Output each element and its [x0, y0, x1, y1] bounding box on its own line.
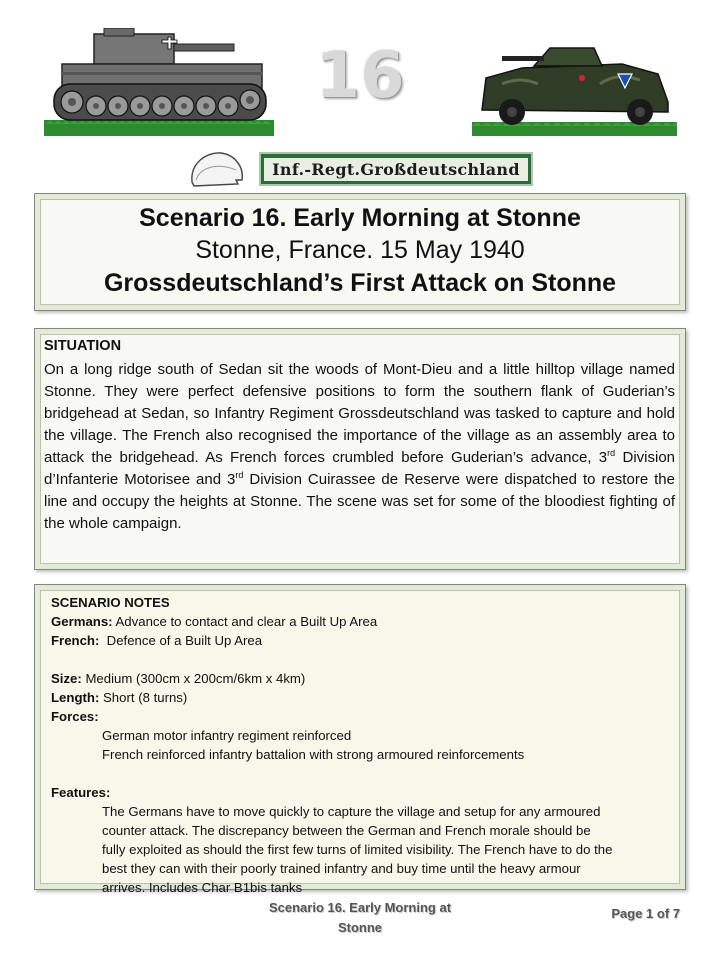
panzer-tank-illustration: [44, 28, 274, 136]
size-label: Size:: [51, 671, 82, 686]
ordinal-suffix: rd: [235, 470, 244, 480]
footer-title-line2: Stonne: [337, 920, 383, 935]
situation-text-part: On a long ridge south of Sedan sit the woods of Mont-Dieu and a little hilltop village named Stonne. They were perfect defensive positions to form the southern flank of Guderian’s bridgehead at Sedan, so Infantry Regiment Grossdeutschland was tasked to capture and hold the village. The French also recognised the importance of the village as an assembly area to attack the bridgehead. As French forces crumbled before Guderian’s advance, 3: [44, 361, 675, 466]
situation-heading: SITUATION: [44, 338, 122, 354]
features-label: Features:: [51, 785, 111, 800]
scenario-notes-panel: [34, 584, 686, 895]
footer-title-line1: Scenario 16. Early Morning at: [268, 900, 452, 915]
forces-label: Forces:: [51, 709, 99, 724]
features-text: The Germans have to move quickly to capture the village and setup for any armoured counter attack. The discrepancy between the German and French morale should be fully exploited as should the first few turns of limited visibility. The French have to do the best they can with their poorly trained infantry and buy time until the heavy armour arrives. Includes Char B1bis tanks: [102, 804, 613, 895]
regiment-banner: [259, 152, 533, 186]
footer-scenario-title: [230, 898, 490, 938]
french-objective: Defence of a Built Up Area: [99, 633, 263, 648]
forces-item: German motor infantry regiment reinforced: [102, 728, 352, 743]
length-label: Length:: [51, 690, 100, 705]
scenario-subtitle: Grossdeutschland’s First Attack on Stonne: [103, 269, 617, 297]
french-label: French:: [51, 633, 100, 648]
page-number: Page 1 of 7: [611, 906, 680, 921]
scenario-location-date: Stonne, France. 15 May 1940: [195, 236, 525, 264]
scenario-number: 16: [315, 39, 405, 113]
scenario-title: Scenario 16. Early Morning at Stonne: [139, 204, 581, 232]
length-value: Short (8 turns): [99, 690, 188, 705]
situation-text-part: Division d’Infanterie Motorisee and 3: [44, 449, 675, 488]
regiment-banner-text: Inf.-Regt.Großdeutschland: [264, 158, 528, 181]
germans-label: Germans:: [51, 614, 113, 629]
notes-heading: SCENARIO NOTES: [51, 595, 170, 610]
size-value: Medium (300cm x 200cm/6km x 4km): [81, 671, 306, 686]
armoured-car-illustration: [472, 44, 677, 136]
germans-objective: Advance to contact and clear a Built Up Area: [112, 614, 378, 629]
forces-item: French reinforced infantry battalion with strong armoured reinforcements: [102, 747, 525, 762]
situation-text: [44, 359, 675, 535]
title-panel: [34, 193, 686, 311]
situation-panel: [34, 328, 686, 570]
stahlhelm-icon: [186, 150, 248, 190]
ordinal-suffix: rd: [607, 448, 616, 458]
situation-text-part: Division Cuirassee de Reserve were dispatched to restore the line and occupy the heights at Stonne. The scene was set for some of the bloodiest fighting of the whole campaign.: [44, 471, 675, 532]
